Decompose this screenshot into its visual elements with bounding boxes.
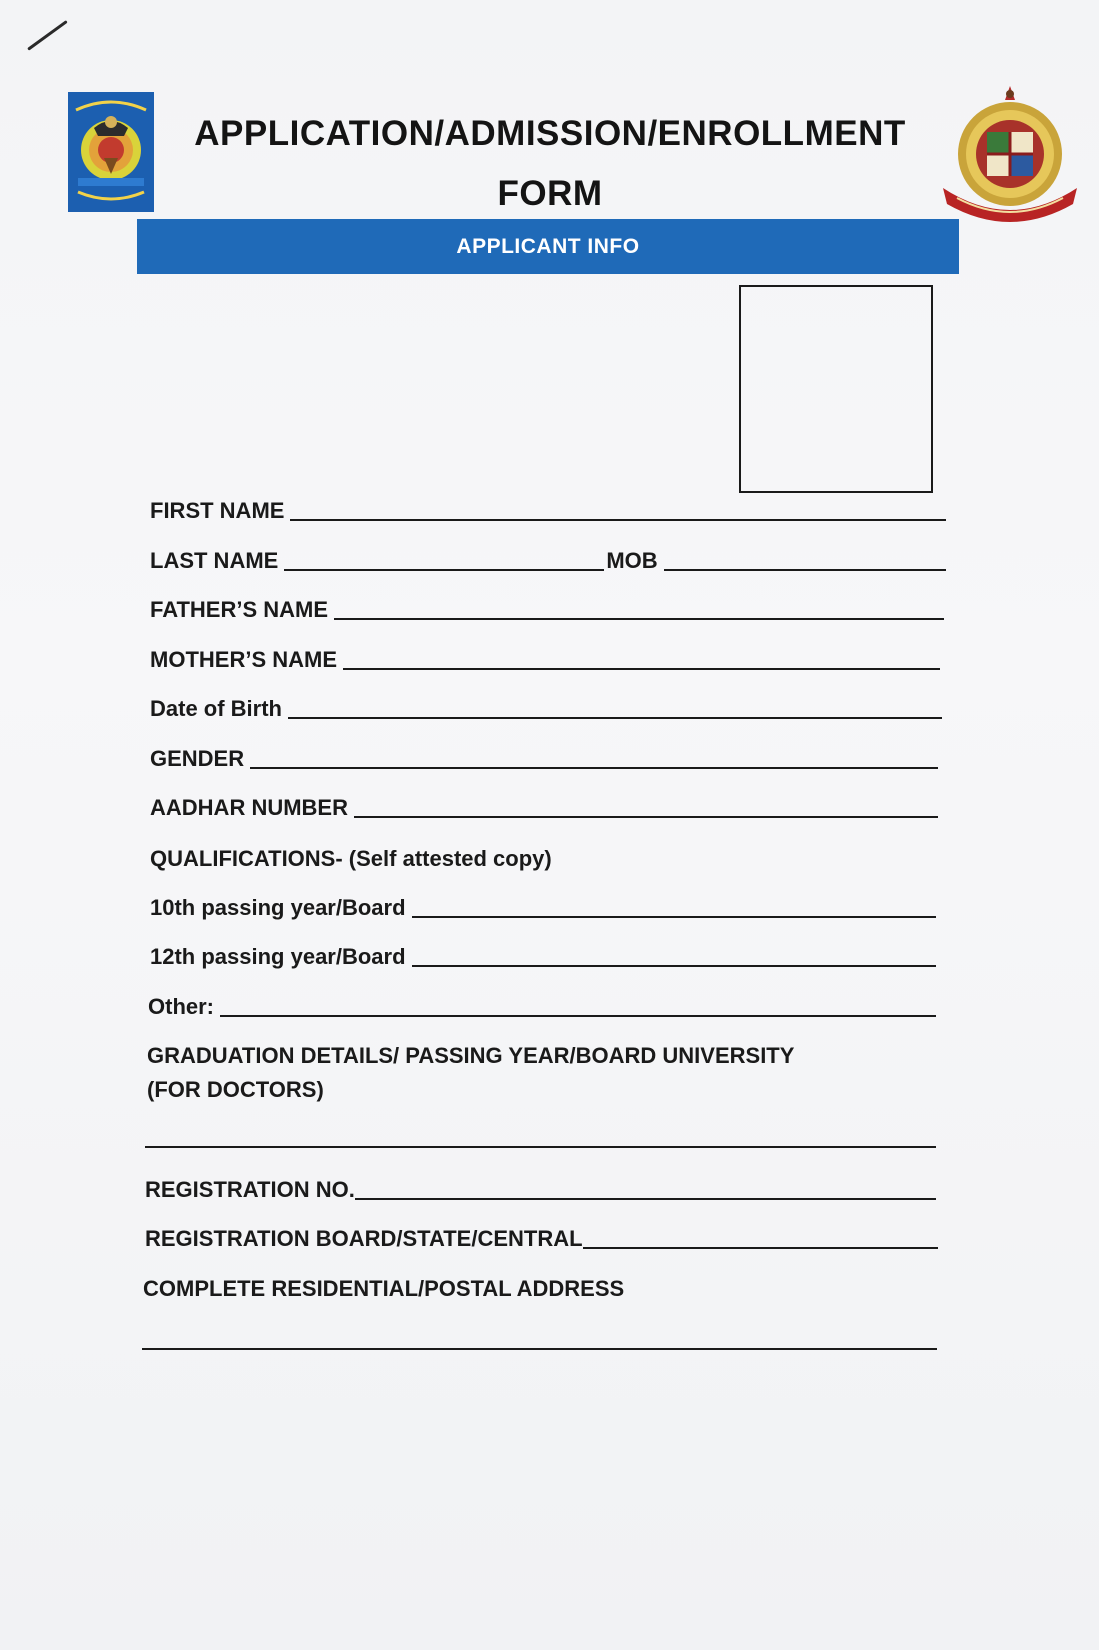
other-label: Other:: [148, 994, 214, 1019]
fathers-name-field: [150, 597, 944, 623]
graduation-details-heading: GRADUATION DETAILS/ PASSING YEAR/BOARD UNIVERSITY: [147, 1043, 795, 1068]
first-name-label: FIRST NAME: [150, 498, 285, 523]
graduation-details-input-line[interactable]: [145, 1146, 936, 1148]
mothers-name-field: [150, 647, 940, 673]
fathers-name-input-line[interactable]: [334, 617, 944, 620]
form-title: [160, 104, 940, 224]
date-of-birth-input-line[interactable]: [288, 716, 942, 719]
health-education-awareness-emblem: [935, 82, 1085, 222]
aadhar-number-label: AADHAR NUMBER: [150, 795, 348, 820]
twelfth-passing-field: [150, 944, 936, 970]
tenth-passing-label: 10th passing year/Board: [150, 895, 406, 920]
gender-input-line[interactable]: [250, 766, 938, 769]
twelfth-passing-label: 12th passing year/Board: [150, 944, 406, 969]
pen-mark: [27, 20, 68, 51]
registration-board-field: [145, 1226, 938, 1252]
mothers-name-input-line[interactable]: [343, 667, 940, 670]
gender-label: GENDER: [150, 746, 245, 771]
aadhar-number-input-line[interactable]: [354, 815, 938, 818]
address-heading: COMPLETE RESIDENTIAL/POSTAL ADDRESS: [143, 1276, 625, 1301]
registration-no-label: REGISTRATION NO.: [145, 1177, 355, 1202]
tenth-passing-input-line[interactable]: [412, 915, 936, 918]
address-input-line[interactable]: [142, 1348, 937, 1350]
other-input-line[interactable]: [220, 1014, 936, 1017]
last-name-mob-row: [150, 548, 946, 574]
aadhar-number-field: [150, 795, 938, 821]
registration-board-label: REGISTRATION BOARD/STATE/CENTRAL: [145, 1226, 583, 1251]
qualifications-heading: QUALIFICATIONS- (Self attested copy): [150, 846, 552, 871]
mothers-name-label: MOTHER’S NAME: [150, 647, 337, 672]
gender-field: [150, 746, 938, 772]
applicant-info-banner: APPLICANT INFO: [137, 219, 959, 274]
tenth-passing-field: [150, 895, 936, 921]
form-title-line-2: FORM: [497, 174, 603, 213]
last-name-input-line[interactable]: [284, 568, 604, 571]
registration-no-input-line[interactable]: [355, 1197, 936, 1200]
photo-placeholder-box[interactable]: [739, 285, 933, 493]
first-name-input-line[interactable]: [290, 518, 946, 521]
mob-label: MOB: [606, 548, 658, 573]
date-of-birth-label: Date of Birth: [150, 696, 282, 721]
twelfth-passing-input-line[interactable]: [412, 964, 936, 967]
royal-crest-logo: [68, 92, 154, 212]
graduation-details-subheading: (FOR DOCTORS): [147, 1077, 324, 1102]
mob-input-line[interactable]: [664, 568, 946, 571]
form-title-line-1: APPLICATION/ADMISSION/ENROLLMENT: [194, 114, 906, 153]
other-qualification-field: [148, 994, 936, 1020]
fathers-name-label: FATHER’S NAME: [150, 597, 329, 622]
registration-board-input-line[interactable]: [583, 1246, 938, 1249]
first-name-field: [150, 498, 946, 524]
date-of-birth-field: [150, 696, 942, 722]
last-name-label: LAST NAME: [150, 548, 279, 573]
registration-no-field: [145, 1177, 936, 1203]
